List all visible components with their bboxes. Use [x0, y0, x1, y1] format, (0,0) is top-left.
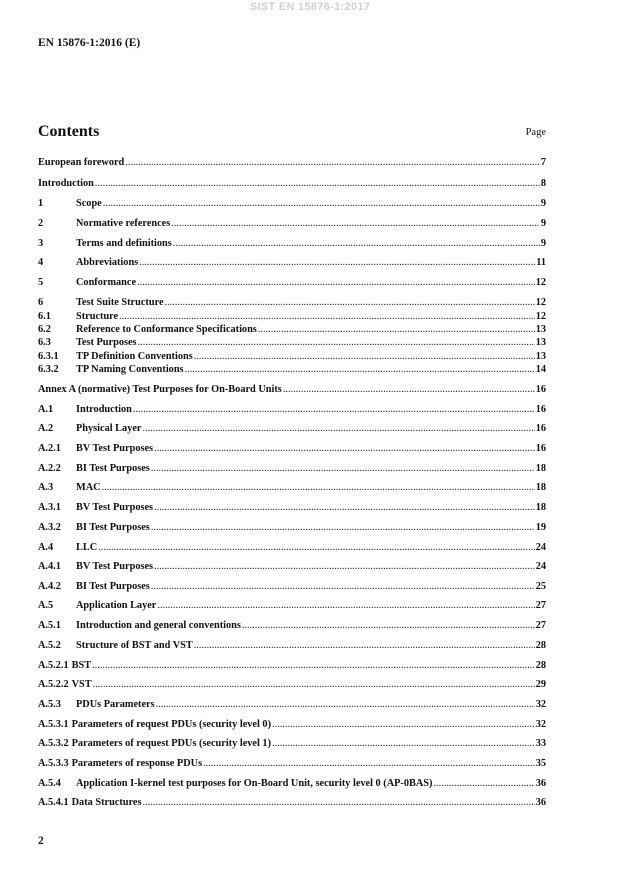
toc-entry-title: BI Test Purposes [76, 522, 150, 533]
toc-entry[interactable] [38, 275, 546, 289]
toc-entry-number: A.4.1 [38, 561, 61, 572]
toc-entry-number: A.5.1 [38, 620, 61, 631]
toc-entry-title: European foreword [38, 157, 125, 168]
dot-leader [151, 522, 535, 534]
toc-entry-title: LLC [76, 542, 98, 553]
dot-leader [272, 719, 535, 731]
toc-entry[interactable] [38, 255, 546, 269]
toc-entry-title: Structure [76, 311, 119, 322]
toc-entry-number: A.2.1 [38, 443, 61, 454]
toc-entry[interactable] [38, 441, 546, 455]
toc-entry-number: A.4 [38, 542, 54, 553]
toc-entry-page: 16 [535, 423, 546, 434]
toc-entry[interactable] [38, 216, 546, 230]
toc-entry-page: 12 [535, 277, 546, 288]
toc-entry[interactable] [38, 618, 546, 632]
document-id: EN 15876-1:2016 (E) [38, 37, 141, 49]
toc-entry-title: MAC [76, 482, 101, 493]
toc-entry-page: 16 [535, 384, 546, 395]
dot-leader [194, 640, 535, 652]
dot-leader [154, 502, 535, 514]
dot-leader [138, 337, 535, 349]
toc-entry[interactable] [38, 697, 546, 711]
dot-leader [125, 157, 540, 169]
toc-entry-number: 6.2 [38, 324, 51, 335]
dot-leader [98, 542, 535, 554]
toc-entry-page: 32 [535, 719, 546, 730]
toc-entry[interactable] [38, 500, 546, 514]
toc-entry[interactable] [38, 776, 546, 790]
dot-leader [156, 699, 535, 711]
toc-entry-title: Structure of BST and VST [76, 640, 193, 651]
toc-entry-title: Conformance [76, 277, 137, 288]
toc-entry-number: 6.3.1 [38, 351, 59, 362]
toc-entry-title: Terms and definitions [76, 238, 172, 249]
dot-leader [137, 277, 535, 289]
toc-entry-number: 3 [38, 238, 44, 249]
toc-entry-title: Application I-kernel test purposes for On-Board Unit, security level 0 (AP-0BAS) [76, 778, 433, 789]
toc-entry[interactable] [38, 402, 546, 416]
dot-leader [133, 404, 535, 416]
toc-entry-number: A.3 [38, 482, 54, 493]
toc-entry[interactable] [38, 309, 546, 323]
toc-entry-title: Scope [76, 198, 102, 209]
toc-entry[interactable] [38, 677, 546, 691]
dot-leader [93, 679, 535, 691]
dot-leader [171, 218, 540, 230]
toc-entry-title: BV Test Purposes [76, 443, 154, 454]
footer-page-number: 2 [38, 835, 44, 847]
toc-entry-page: 24 [535, 542, 546, 553]
toc-entry-number: A.5.2 [38, 640, 61, 651]
toc-entry-title: Parameters of request PDUs (security level 0) [71, 719, 271, 730]
toc-entry-number: A.5.3.1 [38, 719, 69, 730]
toc-entry[interactable] [38, 295, 546, 309]
dot-leader [283, 384, 535, 396]
toc-entry-page: 36 [535, 778, 546, 789]
toc-entry-number: 5 [38, 277, 44, 288]
toc-entry-title: Reference to Conformance Specifications [76, 324, 257, 335]
toc-entry-title: BV Test Purposes [76, 502, 154, 513]
toc-entry-number: 1 [38, 198, 44, 209]
toc-entry-number: A.5.2.2 [38, 679, 69, 690]
dot-leader [433, 778, 534, 790]
toc-entry-page: 25 [535, 581, 546, 592]
toc-entry-title: Introduction [38, 178, 94, 189]
toc-entry-page: 24 [535, 561, 546, 572]
toc-entry-title: Abbreviations [76, 257, 139, 268]
toc-entry[interactable] [38, 349, 546, 363]
toc-entry-number: A.5.3.2 [38, 738, 69, 749]
toc-entry-title: BV Test Purposes [76, 561, 154, 572]
dot-leader [165, 297, 535, 309]
toc-entry-title: BST [71, 660, 92, 671]
toc-entry-page: 7 [540, 157, 546, 168]
toc-entry-number: A.5.2.1 [38, 660, 69, 671]
toc-entry-title: VST [71, 679, 92, 690]
toc-entry-title: Parameters of request PDUs (security level 1) [71, 738, 271, 749]
dot-leader [157, 600, 534, 612]
toc-entry-page: 8 [540, 178, 546, 189]
toc-entry-page: 18 [535, 463, 546, 474]
dot-leader [139, 257, 535, 269]
dot-leader [173, 238, 540, 250]
toc-entry[interactable] [38, 176, 546, 190]
watermark: SIST EN 15876-1:2017 [249, 1, 371, 13]
dot-leader [143, 423, 535, 435]
toc-entry-number: 6.3 [38, 337, 51, 348]
toc-entry-number: A.5 [38, 600, 54, 611]
toc-entry-page: 9 [540, 238, 546, 249]
toc-entry[interactable] [38, 461, 546, 475]
toc-entry-page: 16 [535, 404, 546, 415]
toc-entry[interactable] [38, 559, 546, 573]
toc-entry-page: 12 [535, 297, 546, 308]
toc-entry[interactable] [38, 362, 546, 376]
toc-entry[interactable] [38, 756, 546, 770]
toc-entry-page: 16 [535, 443, 546, 454]
toc-entry-page: 29 [535, 679, 546, 690]
toc-entry-title: Introduction and general conventions [76, 620, 241, 631]
toc-entry-number: A.5.3 [38, 699, 61, 710]
toc-entry[interactable] [38, 382, 546, 396]
toc-entry-number: 6.1 [38, 311, 51, 322]
toc-entry-title: Introduction [76, 404, 132, 415]
toc-entry-page: 18 [535, 502, 546, 513]
toc-entry-number: A.5.4.1 [38, 797, 69, 808]
toc-entry[interactable] [38, 480, 546, 494]
toc-entry[interactable] [38, 736, 546, 750]
toc-entry-number: 6 [38, 297, 44, 308]
toc-entry[interactable] [38, 421, 546, 435]
toc-entry-page: 9 [540, 218, 546, 229]
toc-entry-title: Parameters of response PDUs [71, 758, 203, 769]
toc-entry-page: 27 [535, 600, 546, 611]
dot-leader [92, 660, 535, 672]
toc-entry[interactable] [38, 638, 546, 652]
toc-entry-number: A.5.3.3 [38, 758, 69, 769]
toc-entry-title: Test Suite Structure [76, 297, 164, 308]
toc-entry-page: 28 [535, 640, 546, 651]
toc-entry[interactable] [38, 579, 546, 593]
toc-entry-page: 32 [535, 699, 546, 710]
dot-leader [102, 482, 535, 494]
toc-entry-title: BI Test Purposes [76, 581, 150, 592]
toc-entry-title: TP Naming Conventions [76, 364, 184, 375]
toc-entry[interactable] [38, 196, 546, 210]
toc-entry[interactable] [38, 717, 546, 731]
dot-leader [95, 178, 540, 190]
dot-leader [151, 463, 535, 475]
toc-entry[interactable] [38, 540, 546, 554]
toc-entry-title: Annex A (normative) Test Purposes for On-Board Units [38, 384, 282, 395]
toc-entry-page: 36 [535, 797, 546, 808]
dot-leader [154, 443, 535, 455]
toc-entry-page: 18 [535, 482, 546, 493]
toc-entry-number: A.4.2 [38, 581, 61, 592]
toc-entry-page: 9 [540, 198, 546, 209]
toc-entry-page: 35 [535, 758, 546, 769]
toc-entry-page: 27 [535, 620, 546, 631]
page-column-label: Page [525, 127, 546, 138]
toc-entry[interactable] [38, 520, 546, 534]
toc-entry-number: 2 [38, 218, 44, 229]
toc-entry-title: BI Test Purposes [76, 463, 150, 474]
toc-entry-page: 14 [535, 364, 546, 375]
toc-entry-title: Physical Layer [76, 423, 142, 434]
toc-entry-title: Data Structures [71, 797, 142, 808]
toc-entry-title: Application Layer [76, 600, 157, 611]
toc-entry-page: 13 [535, 337, 546, 348]
toc-entry[interactable] [38, 322, 546, 336]
dot-leader [103, 198, 540, 210]
toc-entry-page: 13 [535, 324, 546, 335]
toc-entry-page: 33 [535, 738, 546, 749]
toc-entry-title: Normative references [76, 218, 171, 229]
toc-entry-title: Test Purposes [76, 337, 137, 348]
dot-leader [242, 620, 535, 632]
toc-entry-number: 6.3.2 [38, 364, 59, 375]
toc-entry[interactable] [38, 598, 546, 612]
dot-leader [151, 581, 535, 593]
toc-entry-number: A.2.2 [38, 463, 61, 474]
toc-entry-number: A.5.4 [38, 778, 61, 789]
toc-entry[interactable] [38, 335, 546, 349]
toc-entry-title: PDUs Parameters [76, 699, 155, 710]
dot-leader [203, 758, 535, 770]
dot-leader [143, 797, 535, 809]
toc-entry-number: A.2 [38, 423, 54, 434]
toc-entry-page: 19 [535, 522, 546, 533]
contents-heading: Contents [38, 123, 100, 140]
toc-entry[interactable] [38, 658, 546, 672]
toc-entry-number: 4 [38, 257, 44, 268]
toc-entry[interactable] [38, 155, 546, 169]
dot-leader [185, 364, 535, 376]
toc-entry-page: 13 [535, 351, 546, 362]
dot-leader [154, 561, 535, 573]
toc-entry-title: TP Definition Conventions [76, 351, 193, 362]
toc-entry-number: A.1 [38, 404, 54, 415]
toc-entry[interactable] [38, 795, 546, 809]
toc-entry-page: 11 [536, 257, 546, 268]
toc-entry[interactable] [38, 236, 546, 250]
toc-entry-page: 12 [535, 311, 546, 322]
toc-entry-page: 28 [535, 660, 546, 671]
dot-leader [272, 738, 535, 750]
toc-entry-number: A.3.2 [38, 522, 61, 533]
toc-entry-number: A.3.1 [38, 502, 61, 513]
